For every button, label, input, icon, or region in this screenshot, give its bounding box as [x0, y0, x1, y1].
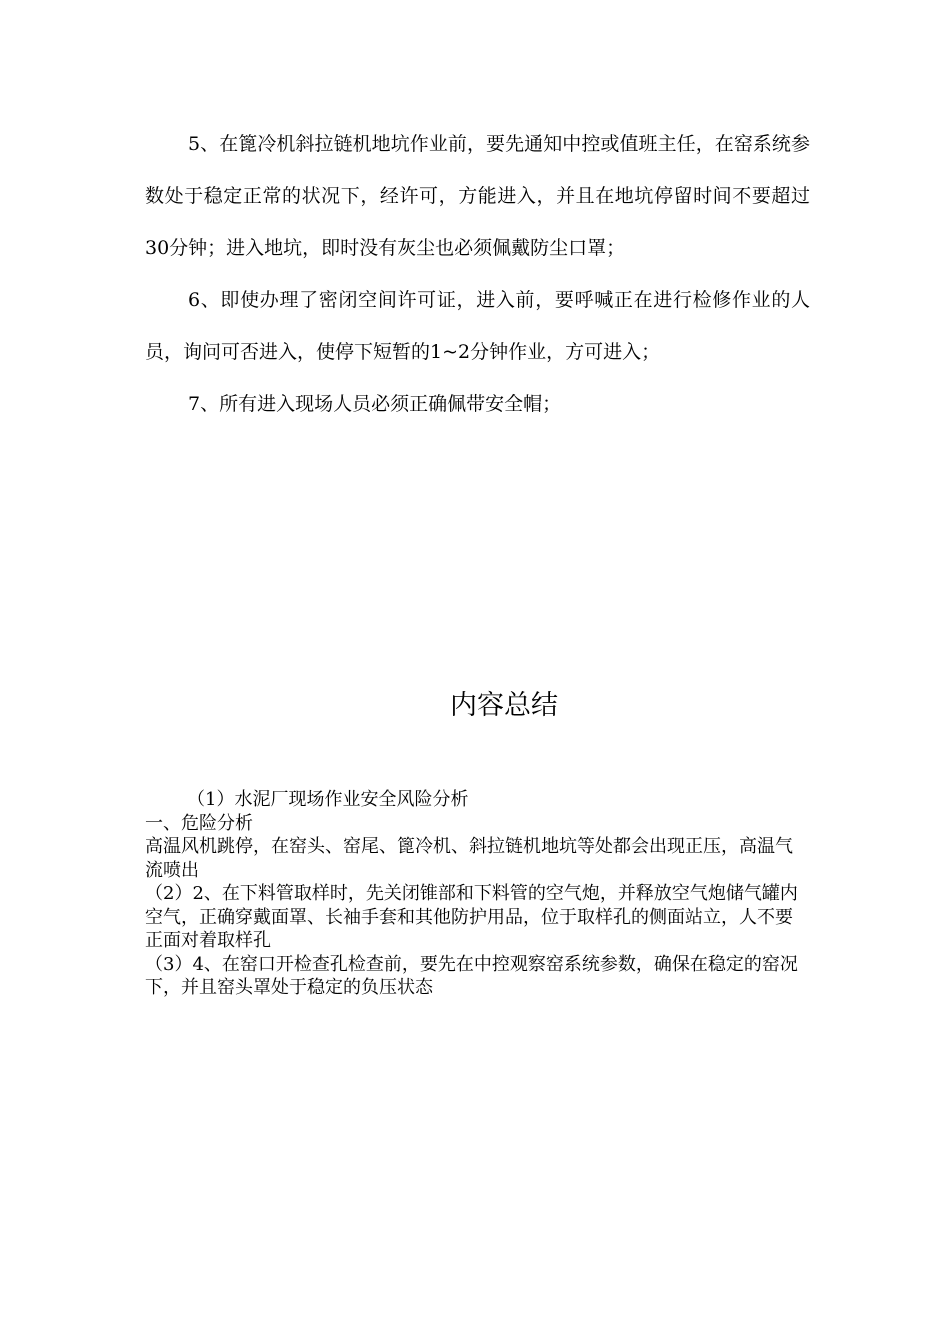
body-text: [145, 118, 810, 430]
summary-line-4: （2）2、在下料管取样时，先关闭锥部和下料管的空气炮，并释放空气炮储气罐内空气，正确穿戴面罩、长袖手套和其他防护用品，位于取样孔的侧面站立，人不要正面对着取样孔: [145, 883, 798, 951]
paragraph-7: 7、所有进入现场人员必须正确佩带安全帽；: [188, 393, 562, 415]
summary-line-1: （1）水泥厂现场作业安全风险分析: [187, 789, 469, 810]
summary-line-2: 一、危险分析: [145, 812, 253, 834]
paragraph-6: 6、即使办理了密闭空间许可证，进入前，要呼喊正在进行检修作业的人员，询问可否进入，使停下短暂的1~2分钟作业，方可进入；: [145, 289, 810, 363]
summary-line-5: （3）4、在窑口开检查孔检查前，要先在中控观察窑系统参数，确保在稳定的窑况下，并且窑头罩处于稳定的负压状态: [145, 953, 798, 998]
paragraph-5: 5、在篦冷机斜拉链机地坑作业前，要先通知中控或值班主任，在窑系统参数处于稳定正常的状况下，经许可，方能进入，并且在地坑停留时间不要超过30分钟；进入地坑，即时没有灰尘也必须佩戴防尘口罩；: [145, 133, 810, 259]
summary-section: [145, 788, 805, 1000]
summary-title: 内容总结: [450, 690, 558, 721]
summary-line-3: 高温风机跳停，在窑头、窑尾、篦冷机、斜拉链机地坑等处都会出现正压，高温气流喷出: [145, 836, 793, 881]
